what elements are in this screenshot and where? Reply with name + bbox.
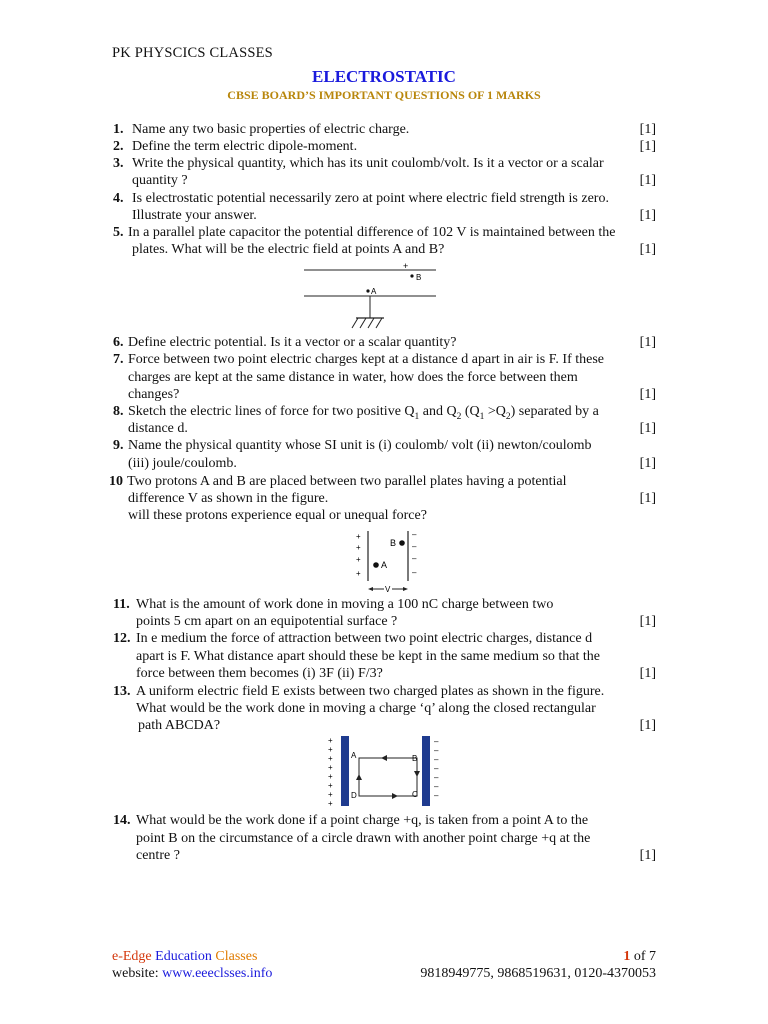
document-header: PK PHYSCICS CLASSES xyxy=(112,45,273,61)
question-mark: [1] xyxy=(639,421,656,436)
question-text: Force between two point electric charges kept at a distance d apart in air is F. If these xyxy=(128,352,604,367)
svg-text:–: – xyxy=(434,782,439,791)
arrow-left-icon xyxy=(381,755,387,761)
question-text: changes? xyxy=(128,387,180,402)
svg-text:+: + xyxy=(328,763,333,772)
question-text: Write the physical quantity, which has its unit coulomb/volt. Is it a vector or a scalar xyxy=(132,156,604,171)
arrow-right-icon xyxy=(403,587,408,591)
point-a-dot xyxy=(366,289,369,292)
question-text: centre ? xyxy=(136,848,180,863)
svg-text:+: + xyxy=(356,543,361,552)
svg-text:+: + xyxy=(328,772,333,781)
path-abcda xyxy=(359,758,417,796)
proton-a-dot xyxy=(373,562,379,568)
footer-phones: 9818949775, 9868519631, 0120-4370053 xyxy=(420,966,656,981)
question-number: 7. xyxy=(113,352,124,367)
question-mark: [1] xyxy=(639,173,656,188)
voltage-label: V xyxy=(385,585,391,594)
svg-text:–: – xyxy=(412,554,417,563)
arrow-right-icon xyxy=(392,793,398,799)
question-text: force between them becomes (i) 3F (ii) F/3? xyxy=(136,666,383,681)
question-number: 4. xyxy=(113,191,124,206)
svg-text:+: + xyxy=(328,754,333,763)
proton-b-label: B xyxy=(390,538,397,548)
question-text: points 5 cm apart on an equipotential surface ? xyxy=(136,614,398,629)
question-text: In e medium the force of attraction between two point electric charges, distance d xyxy=(136,631,593,646)
corner-c-label: C xyxy=(412,790,418,799)
svg-text:+: + xyxy=(356,532,361,541)
question-mark: [1] xyxy=(639,208,656,223)
document-subtitle: CBSE BOARD’S IMPORTANT QUESTIONS OF 1 MARKS xyxy=(227,88,541,102)
svg-text:+: + xyxy=(356,569,361,578)
question-mark: [1] xyxy=(639,614,656,629)
corner-a-label: A xyxy=(351,751,357,760)
ground-icon xyxy=(352,318,384,328)
svg-text:–: – xyxy=(412,568,417,577)
question-number: 3. xyxy=(113,156,124,171)
svg-text:+: + xyxy=(328,781,333,790)
svg-text:+: + xyxy=(328,799,333,808)
positive-charges xyxy=(356,532,361,578)
question-text: Illustrate your answer. xyxy=(132,208,257,223)
question-text: What is the amount of work done in moving a 100 nC charge between two xyxy=(136,597,554,612)
negative-charges xyxy=(434,737,439,800)
negative-plate xyxy=(422,736,430,806)
positive-plate xyxy=(341,736,349,806)
question-number: 1. xyxy=(113,122,124,137)
svg-text:–: – xyxy=(434,746,439,755)
question-text: (iii) joule/coulomb. xyxy=(128,456,237,471)
rectangular-path-diagram xyxy=(326,734,444,810)
footer-brand: e-Edge Education Classes xyxy=(112,949,258,964)
question-text: Define the term electric dipole-moment. xyxy=(132,139,358,154)
question-text: Is electrostatic potential necessarily zero at point where electric field strength is zero. xyxy=(132,191,609,206)
question-mark: [1] xyxy=(639,848,656,863)
footer-page-number: 1 of 7 xyxy=(623,949,656,964)
question-number: 13. xyxy=(113,684,131,699)
positive-charges xyxy=(328,736,333,808)
question-text: plates. What will be the electric field at points A and B? xyxy=(132,242,445,257)
svg-text:–: – xyxy=(434,737,439,746)
question-text: distance d. xyxy=(128,421,188,436)
question-mark: [1] xyxy=(639,122,656,137)
svg-text:–: – xyxy=(434,773,439,782)
question-number: 11. xyxy=(113,597,130,612)
question-text: Sketch the electric lines of force for two positive $Q_1$ and $Q_2$ $(Q_1 >Q_2)$ separated by a xyxy=(128,404,599,422)
svg-text:+: + xyxy=(328,790,333,799)
proton-a-label: A xyxy=(381,560,388,570)
svg-text:+: + xyxy=(328,736,333,745)
corner-d-label: D xyxy=(351,791,357,800)
question-mark: [1] xyxy=(639,666,656,681)
website-link[interactable]: www.eeeclsses.info xyxy=(162,966,273,981)
question-number: 8. xyxy=(113,404,124,419)
proton-b-dot xyxy=(399,540,405,546)
question-text: point B on the circumstance of a circle drawn with another point charge +q at the xyxy=(136,831,591,846)
svg-text:–: – xyxy=(434,791,439,800)
arrow-down-icon xyxy=(414,771,420,777)
question-text: Name the physical quantity whose SI unit is (i) coulomb/ volt (ii) newton/coulomb xyxy=(128,438,592,453)
question-mark: [1] xyxy=(639,491,656,506)
svg-text:–: – xyxy=(434,764,439,773)
svg-text:+: + xyxy=(356,555,361,564)
question-text: path ABCDA? xyxy=(138,718,221,733)
question-number: 6. xyxy=(113,335,124,350)
arrow-up-icon xyxy=(356,774,362,780)
question-text: In a parallel plate capacitor the potential difference of 102 V is maintained between the xyxy=(128,225,616,240)
corner-b-label: B xyxy=(412,754,418,763)
question-text: Name any two basic properties of electric charge. xyxy=(132,122,410,137)
question-number: 10 xyxy=(109,474,123,489)
question-text: apart is F. What distance apart should these be kept in the same medium so that the xyxy=(136,649,601,664)
question-text: difference V as shown in the figure. xyxy=(128,491,329,506)
point-b-dot xyxy=(410,274,413,277)
question-text: What would be the work done if a point charge +q, is taken from a point A to the xyxy=(136,813,589,828)
question-mark: [1] xyxy=(639,242,656,257)
question-number: 12. xyxy=(113,631,131,646)
question-number: 2. xyxy=(113,139,124,154)
svg-text:–: – xyxy=(412,530,417,539)
svg-text:–: – xyxy=(412,542,417,551)
footer-website: website: www.eeeclsses.info xyxy=(112,966,273,981)
capacitor-diagram xyxy=(300,258,440,334)
question-number: 14. xyxy=(113,813,131,828)
question-number: 9. xyxy=(113,438,124,453)
protons-plates-diagram xyxy=(352,529,424,597)
point-a-label: A xyxy=(371,287,377,296)
question-text: Two protons A and B are placed between two parallel plates having a potential xyxy=(127,474,567,489)
arrow-left-icon xyxy=(368,587,373,591)
question-text: charges are kept at the same distance in water, how does the force between them xyxy=(128,370,578,385)
svg-text:+: + xyxy=(328,745,333,754)
question-text: A uniform electric field E exists between two charged plates as shown in the figure. xyxy=(136,684,605,699)
svg-text:–: – xyxy=(434,755,439,764)
question-text: quantity ? xyxy=(132,173,188,188)
plus-sign: + xyxy=(403,261,409,271)
question-text: Define electric potential. Is it a vector or a scalar quantity? xyxy=(128,335,457,350)
document-title: ELECTROSTATIC xyxy=(312,67,456,86)
question-mark: [1] xyxy=(639,456,656,471)
question-text: will these protons experience equal or unequal force? xyxy=(128,508,427,523)
question-mark: [1] xyxy=(639,387,656,402)
question-text: What would be the work done in moving a charge ‘q’ along the closed rectangular xyxy=(136,701,596,716)
question-number: 5. xyxy=(113,225,124,240)
question-mark: [1] xyxy=(639,718,656,733)
question-mark: [1] xyxy=(639,139,656,154)
point-b-label: B xyxy=(416,273,422,282)
negative-charges xyxy=(412,530,417,577)
question-mark: [1] xyxy=(639,335,656,350)
